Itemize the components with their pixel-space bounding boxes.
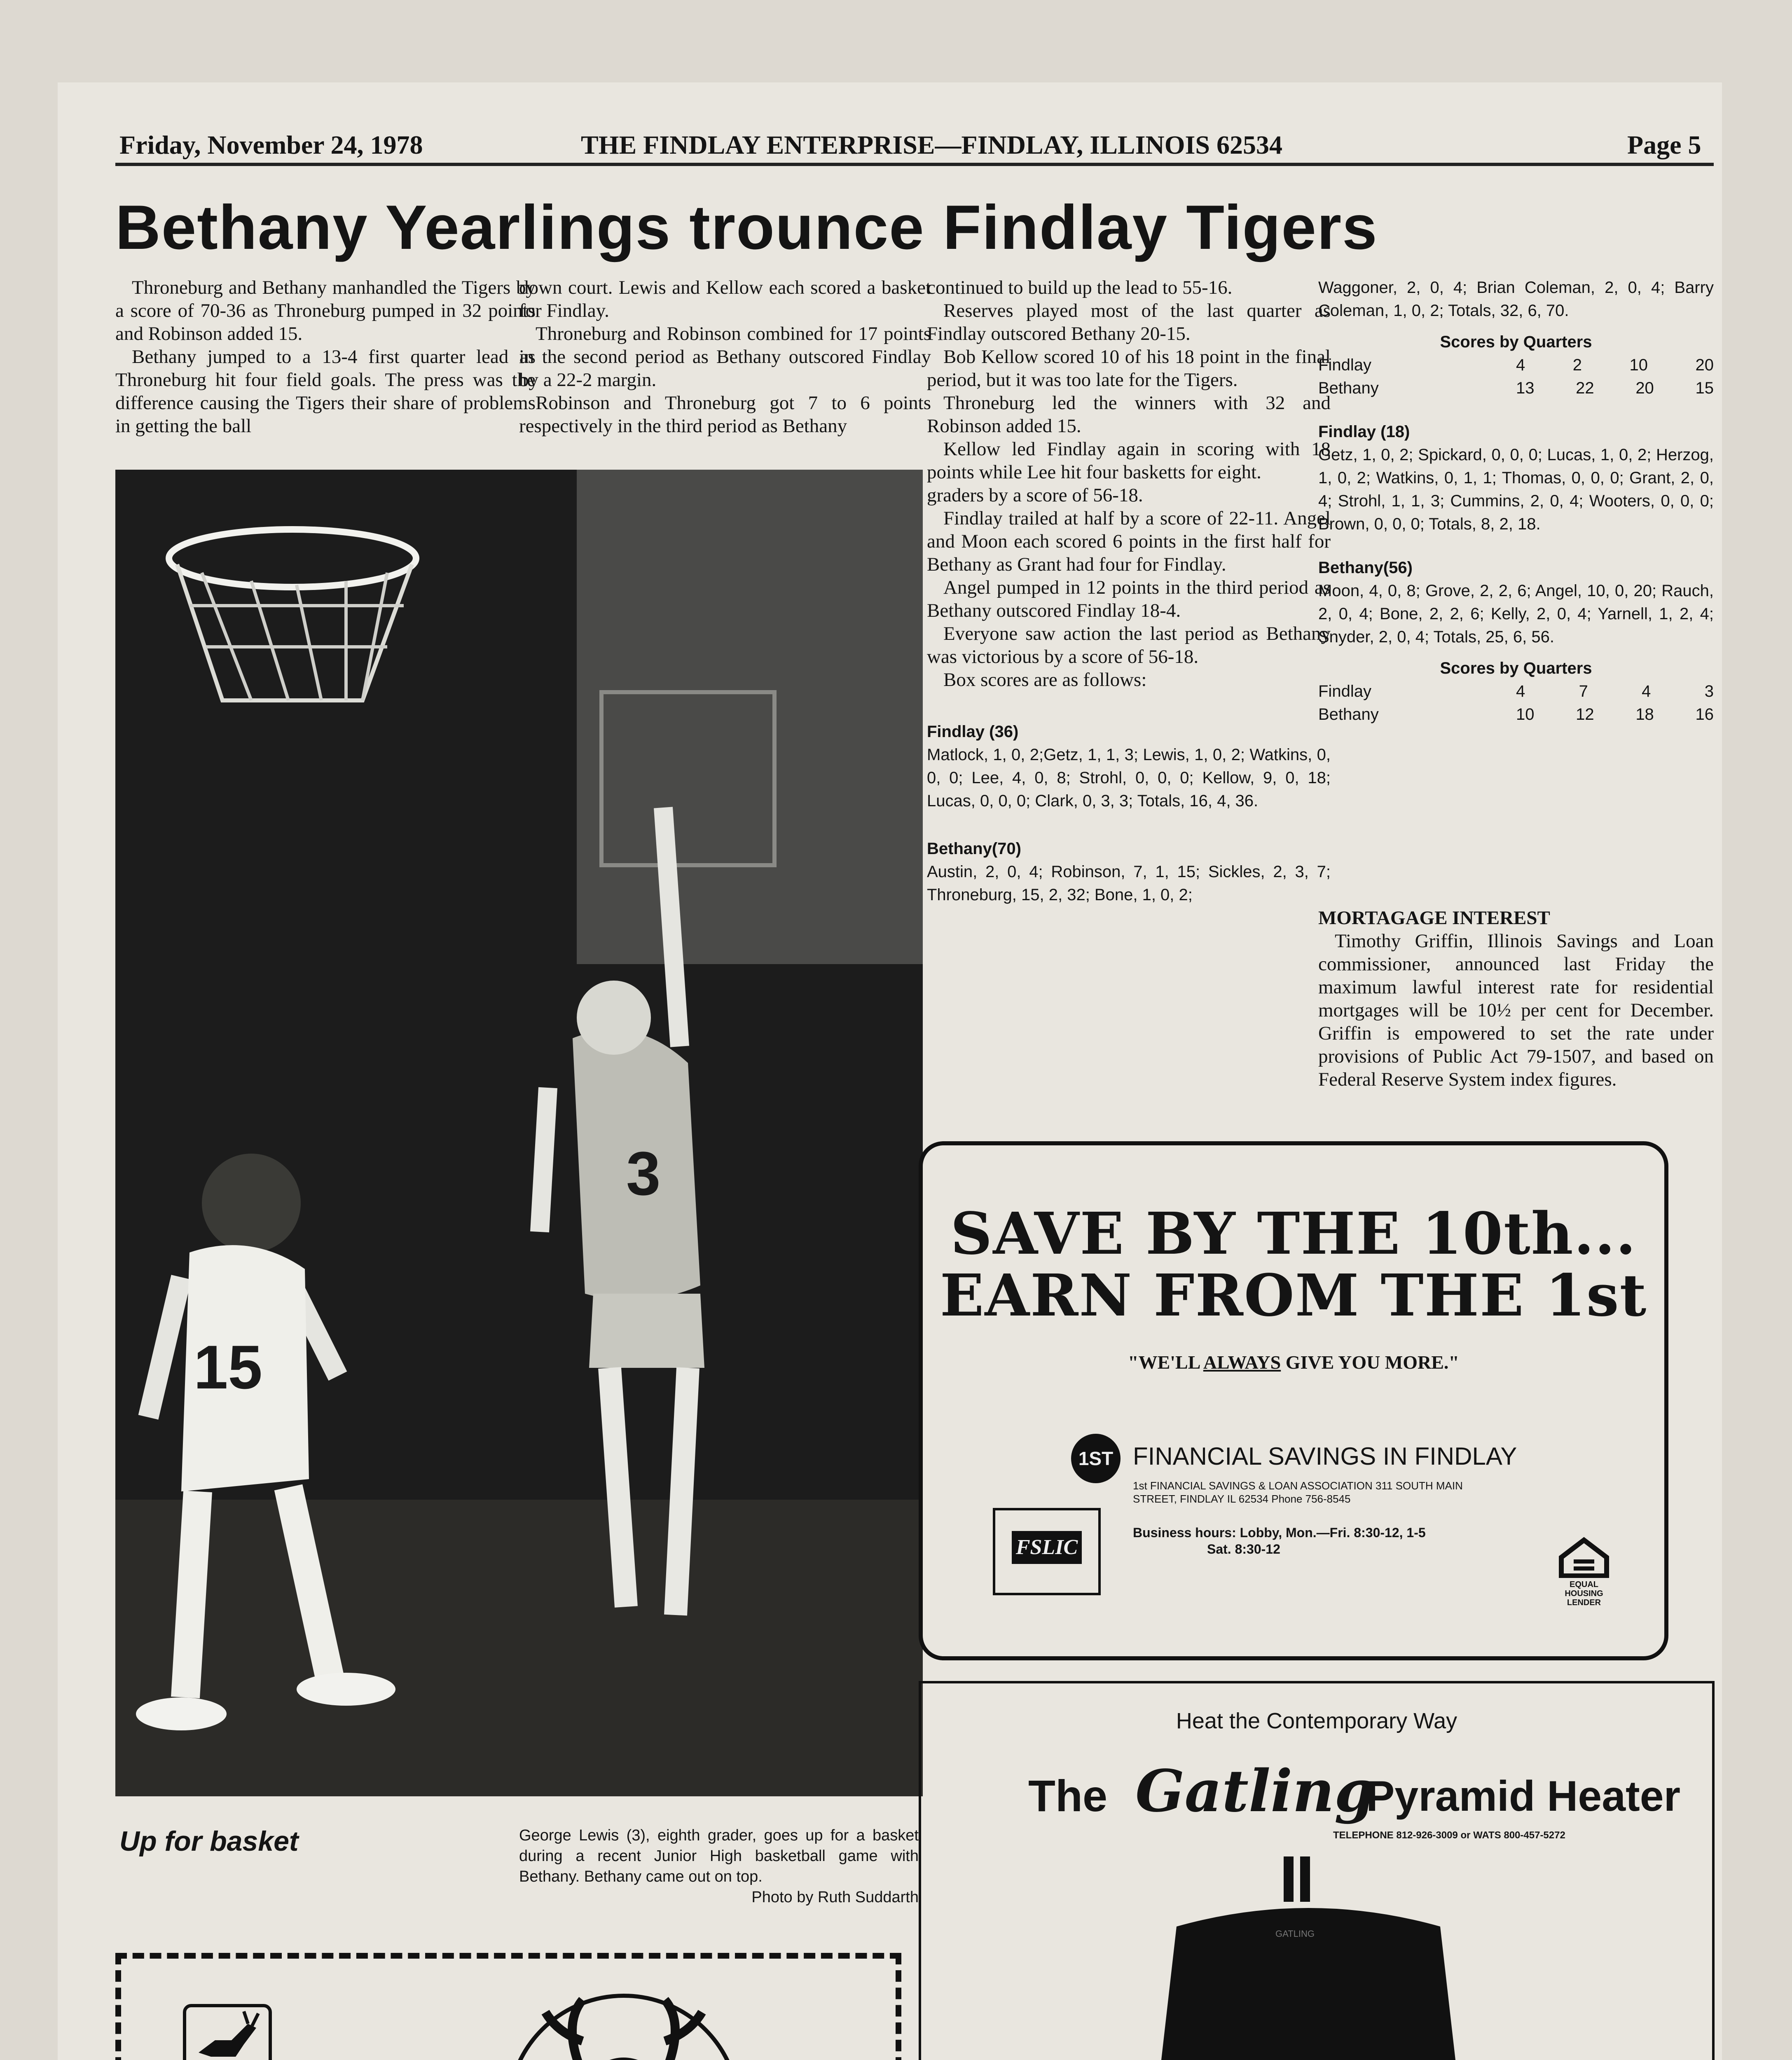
masthead-rule <box>115 163 1714 166</box>
fslic-badge <box>993 1508 1101 1595</box>
savings-headline <box>923 1200 1664 1330</box>
box-team-line: Moon, 4, 0, 8; Grove, 2, 2, 6; Angel, 10, 0, 20; Rauch, 2, 0, 4; Bone, 2, 2, 6; Kelly, 2, 0, 4; Yarnell, 1, 2, 4; Snyder, 2, 0, 4; Totals, 25, 6, 56. <box>1318 582 1714 646</box>
equal-housing-icon <box>1557 1537 1611 1607</box>
paper-name: THE FINDLAY ENTERPRISE—FINDLAY, ILLINOIS 62534 <box>581 130 1282 159</box>
basketball-photo <box>115 470 923 1796</box>
paragraph: Robinson and Throneburg got 7 to 6 points respectively in the third period as Bethany <box>519 392 931 437</box>
savings-ad <box>919 1141 1668 1660</box>
box-team-heading: Findlay (18) <box>1318 423 1410 441</box>
heater-phone: TELEPHONE 812-926-3009 or WATS 800-457-5272 <box>1333 1830 1565 1841</box>
quarters-table-2 <box>1318 680 1714 726</box>
heater-tagline: Heat the Contemporary Way <box>1176 1709 1457 1733</box>
heater-ad <box>919 1681 1715 2060</box>
box-team-line: Waggoner, 2, 0, 4; Brian Coleman, 2, 0, 4; Barry Coleman, 1, 0, 2; Totals, 32, 6, 70. <box>1318 279 1714 320</box>
issue-date: Friday, November 24, 1978 <box>119 130 423 159</box>
heater-the: The <box>1028 1771 1108 1821</box>
quarters-title: Scores by Quarters <box>1440 333 1592 351</box>
box-team-heading: Bethany(70) <box>927 840 1021 858</box>
mortgage-body: Timothy Griffin, Illinois Savings and Loan commissioner, announced last Friday the maximum lawful interest rate for residential mortgages will be 10½ per cent for December. Griffin is empowered to set the rate under provisions of Public Act 79-1507, and based on Federal Reserve System index figures. <box>1318 930 1714 1090</box>
jersey-number: 15 <box>194 1332 262 1402</box>
stove-brand: GATLING <box>1275 1929 1315 1939</box>
quarters-row: Bethany 10 12 18 16 <box>1318 705 1714 723</box>
basketball-scene <box>115 470 923 1796</box>
savings-headline-1: SAVE BY THE 10th... <box>950 1200 1637 1268</box>
reindeer-illustration <box>500 1975 747 2060</box>
paragraph: Bethany jumped to a 13-4 first quarter lead as Throneburg hit four field goals. The press was the difference causing the Tigers their share of problems in getting the ball <box>115 346 536 437</box>
paragraph: Kellow led Findlay again in scoring with 18 points while Lee hit four basketts for eight. <box>927 438 1331 483</box>
box-team-heading: Findlay (36) <box>927 723 1019 741</box>
mortgage-item <box>1318 906 1714 1091</box>
paragraph: Everyone saw action the last period as Bethany was victorious by a score of 56-18. <box>927 623 1331 667</box>
bank-name: FINANCIAL SAVINGS IN FINDLAY <box>1133 1442 1517 1470</box>
paragraph: Box scores are as follows: <box>943 669 1147 691</box>
paragraph: Findlay trailed at half by a score of 22-11. Angel and Moon each scored 6 points in the first half for Bethany as Grant had four for Findlay. <box>927 508 1331 575</box>
quarters-row: Findlay 4 7 4 3 <box>1318 682 1714 700</box>
page-number: Page 5 <box>1627 130 1701 159</box>
quarters-title: Scores by Quarters <box>1440 659 1592 677</box>
photo-credit: Photo by Ruth Suddarth <box>751 1889 919 1906</box>
paragraph: Throneburg and Bethany manhandled the Tigers by a score of 70-36 as Throneburg pumped in 32 points and Robinson added 15. <box>115 277 536 344</box>
box-score-2 <box>1318 276 1714 726</box>
box-team-heading: Bethany(56) <box>1318 559 1413 577</box>
paragraph: down court. Lewis and Kellow each scored a basket for Findlay. <box>519 277 931 321</box>
paragraph: Bob Kellow scored 10 of his 18 point in the final period, but it was too late for the Tigers. <box>927 346 1331 391</box>
box-team-line: Matlock, 1, 0, 2;Getz, 1, 1, 3; Lewis, 1, 0, 2; Watkins, 0, 0, 0; Lee, 4, 0, 8; Strohl, 0, 0, 0; Kellow, 9, 0, 18; Lucas, 0, 0, 0; Clark, 0, 3, 3; Totals, 16, 4, 36. <box>927 746 1331 810</box>
article-headline: Bethany Yearlings trounce Findlay Tigers <box>115 192 1378 262</box>
mortgage-title: MORTAGAGE INTEREST <box>1318 907 1550 929</box>
bank-address: 1st FINANCIAL SAVINGS & LOAN ASSOCIATION 311 SOUTH MAIN STREET, FINDLAY IL 62534 Phone 756-8545 <box>1133 1479 1463 1505</box>
heater-illustration <box>1152 1856 1465 2060</box>
article-col-1 <box>115 276 536 438</box>
box-team-line: Getz, 1, 0, 2; Spickard, 0, 0, 0; Lucas, 1, 0, 2; Herzog, 1, 0, 2; Watkins, 0, 1, 1; Thomas, 0, 0, 0; Grant, 2, 0, 4; Strohl, 1, 1, 3; Cummins, 2, 0, 4; Wooters, 0, 0, 0; Brown, 0, 0, 0; Totals, 8, 2, 18. <box>1318 446 1714 533</box>
paragraph: Reserves played most of the last quarter as Findlay outscored Bethany 20-15. <box>927 300 1331 344</box>
quarters-row: Findlay 4 2 10 20 <box>1318 356 1714 374</box>
gatling-logo: Gatling <box>1135 1758 1375 1825</box>
jersey-number: 3 <box>626 1139 661 1208</box>
paragraph: Angel pumped in 12 points in the third period as Bethany outscored Findlay 18-4. <box>927 577 1331 621</box>
article-col-2 <box>519 276 931 438</box>
heater-product: Pyramid Heater <box>1366 1772 1681 1820</box>
article-col-3 <box>927 276 1331 906</box>
paragraph: continued to build up the lead to 55-16. <box>927 277 1233 298</box>
paragraph: Throneburg led the winners with 32 and Robinson added 15. <box>927 392 1331 437</box>
first-financial-logo: 1ST <box>1071 1434 1121 1483</box>
paragraph: Throneburg and Robinson combined for 17 points in the second period as Bethany outscored Findlay by a 22-2 margin. <box>519 323 931 391</box>
savings-slogan: "WE'LL ALWAYS GIVE YOU MORE." <box>1128 1352 1459 1373</box>
equal-housing-text: EQUAL HOUSING LENDER <box>1565 1580 1603 1607</box>
newspaper-page <box>58 82 1722 2060</box>
quarters-table-1 <box>1318 353 1714 400</box>
caption-text: George Lewis (3), eighth grader, goes up for a basket during a recent Junior High basketball game with Bethany. Bethany came out on top. <box>519 1827 919 1885</box>
reindeer-icon <box>500 1975 747 2060</box>
deer-icon <box>186 2007 269 2060</box>
john-deere-logo <box>183 2004 272 2060</box>
photo-caption <box>519 1825 919 1908</box>
box-team-line: Austin, 2, 0, 4; Robinson, 7, 1, 15; Sickles, 2, 3, 7; Throneburg, 15, 2, 32; Bone, 1, 0, 2; <box>927 863 1331 904</box>
christmas-store-ad <box>115 1953 901 2060</box>
fslic-text: FSLIC <box>1012 1531 1082 1564</box>
paragraph: graders by a score of 56-18. <box>927 485 1143 506</box>
photo-label: Up for basket <box>119 1826 299 1857</box>
bank-hours: Business hours: Lobby, Mon.—Fri. 8:30-12, 1-5 Sat. 8:30-12 <box>1133 1525 1426 1557</box>
savings-headline-2: EARN FROM THE 1st <box>940 1262 1647 1330</box>
quarters-row: Bethany 13 22 20 15 <box>1318 379 1714 397</box>
box-score-1 <box>927 720 1331 906</box>
